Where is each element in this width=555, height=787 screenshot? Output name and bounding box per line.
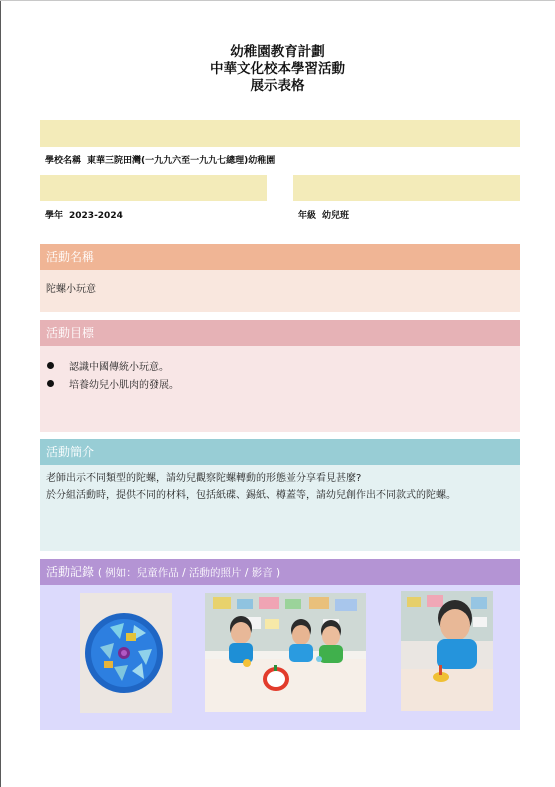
goal-text: 培養幼兒小肌肉的發展。	[69, 379, 179, 391]
year-label: 學年	[45, 211, 64, 221]
activity-intro-body	[40, 465, 520, 551]
intro-line: 於分組活動時，提供不同的材料，包括紙碟、錫紙、樽蓋等，請幼兒創作出不同款式的陀螺。	[46, 490, 456, 501]
title-line-3: 展示表格	[250, 78, 305, 94]
activity-record-body	[40, 585, 520, 730]
bullet-icon	[47, 362, 54, 369]
goal-item	[46, 356, 520, 374]
grade-band	[293, 175, 520, 201]
record-subheading: ( 例如：兒童作品 / 活動的照片 / 影音 )	[97, 567, 281, 579]
grade-label: 年級	[298, 211, 317, 221]
page-edge-top	[0, 0, 555, 1]
photo-children-playing	[205, 593, 366, 712]
school-value: 東華三院田灣(一九九六至一九九七總理)幼稚園	[87, 156, 276, 166]
activity-goals-heading: 活動目標	[40, 320, 520, 346]
record-heading-text: 活動記錄	[46, 565, 95, 579]
goal-item	[46, 374, 520, 392]
year-line	[45, 208, 123, 221]
school-label: 學校名稱	[45, 156, 82, 166]
year-band	[40, 175, 267, 201]
school-line	[45, 153, 275, 166]
document-title	[0, 44, 555, 95]
title-line-2: 中華文化校本學習活動	[210, 61, 345, 77]
activity-intro-heading: 活動簡介	[40, 439, 520, 465]
bullet-icon	[47, 380, 54, 387]
grade-line	[298, 208, 349, 221]
photo-child-spinning-top	[401, 591, 493, 711]
page-edge-left	[0, 0, 1, 787]
goal-text: 認識中國傳統小玩意。	[69, 361, 169, 373]
year-value: 2023-2024	[69, 211, 123, 221]
title-line-1: 幼稚園教育計劃	[230, 44, 325, 60]
activity-name-text: 陀螺小玩意	[46, 284, 96, 295]
school-band	[40, 120, 520, 147]
activity-record-heading	[40, 559, 520, 585]
activity-goals-body	[40, 346, 520, 432]
grade-value: 幼兒班	[322, 211, 350, 221]
intro-line: 老師出示不同類型的陀螺，請幼兒觀察陀螺轉動的形態並分享看見甚麼?	[46, 473, 362, 484]
photo-paper-plate-top	[80, 593, 172, 713]
activity-name-heading: 活動名稱	[40, 244, 520, 270]
activity-name-body	[40, 270, 520, 312]
